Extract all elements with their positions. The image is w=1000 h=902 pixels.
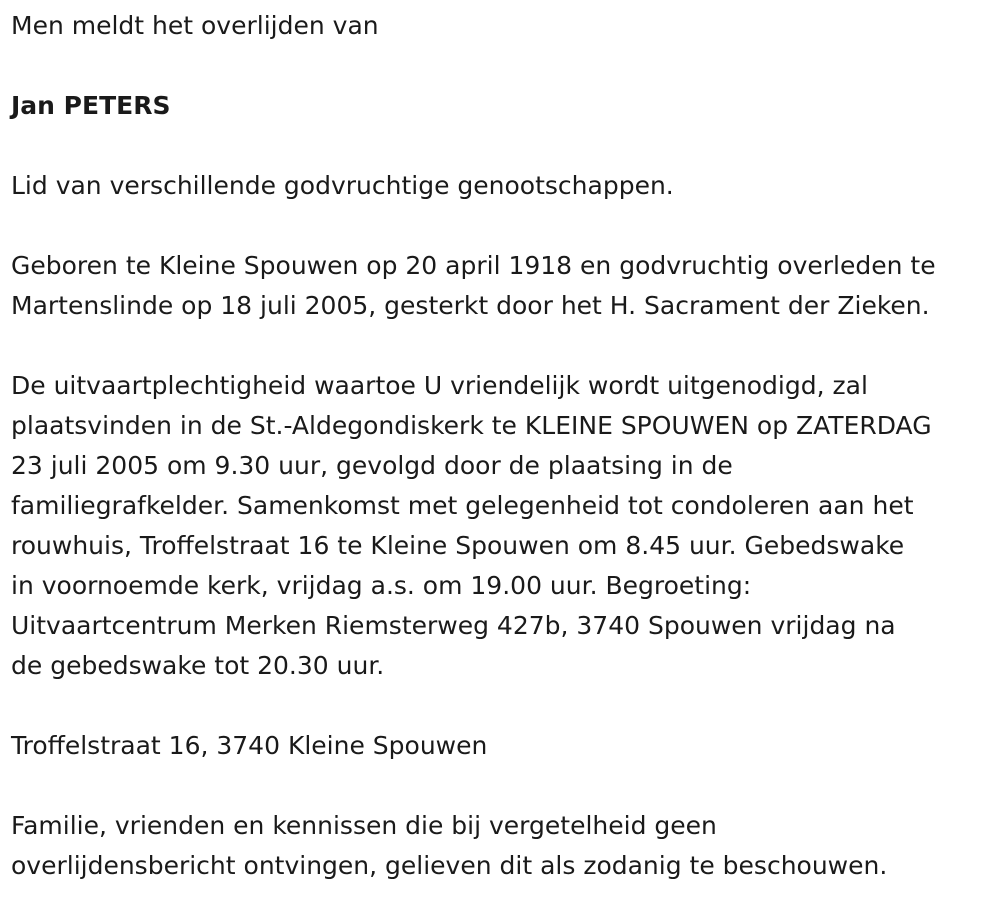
funeral-line: 23 juli 2005 om 9.30 uur, gevolgd door de plaatsing in de — [11, 451, 733, 480]
deceased-name: Jan PETERS — [11, 91, 171, 120]
birth-death-line: Geboren te Kleine Spouwen op 20 april 1918 en godvruchtig overleden te — [11, 251, 936, 280]
funeral-line: plaatsvinden in de St.-Aldegondiskerk te KLEINE SPOUWEN op ZATERDAG — [11, 411, 932, 440]
closing-line: Familie, vrienden en kennissen die bij vergetelheid geen — [11, 811, 717, 840]
birth-death-paragraph — [11, 246, 995, 326]
closing-line: overlijdensbericht ontvingen, gelieven dit als zodanig te beschouwen. — [11, 851, 888, 880]
funeral-paragraph — [11, 366, 995, 686]
funeral-line: de gebedswake tot 20.30 uur. — [11, 651, 385, 680]
funeral-line: Uitvaartcentrum Merken Riemsterweg 427b, 3740 Spouwen vrijdag na — [11, 611, 896, 640]
funeral-line: rouwhuis, Troffelstraat 16 te Kleine Spouwen om 8.45 uur. Gebedswake — [11, 531, 905, 560]
intro-text: Men meldt het overlijden van — [11, 11, 379, 40]
funeral-line: De uitvaartplechtigheid waartoe U vriendelijk wordt uitgenodigd, zal — [11, 371, 868, 400]
death-announcement — [11, 6, 995, 886]
address-text: Troffelstraat 16, 3740 Kleine Spouwen — [11, 731, 488, 760]
funeral-line: in voornoemde kerk, vrijdag a.s. om 19.00 uur. Begroeting: — [11, 571, 752, 600]
membership-text: Lid van verschillende godvruchtige genootschappen. — [11, 171, 674, 200]
birth-death-line: Martenslinde op 18 juli 2005, gesterkt door het H. Sacrament der Zieken. — [11, 291, 930, 320]
closing-paragraph — [11, 806, 995, 886]
funeral-line: familiegrafkelder. Samenkomst met gelegenheid tot condoleren aan het — [11, 491, 914, 520]
